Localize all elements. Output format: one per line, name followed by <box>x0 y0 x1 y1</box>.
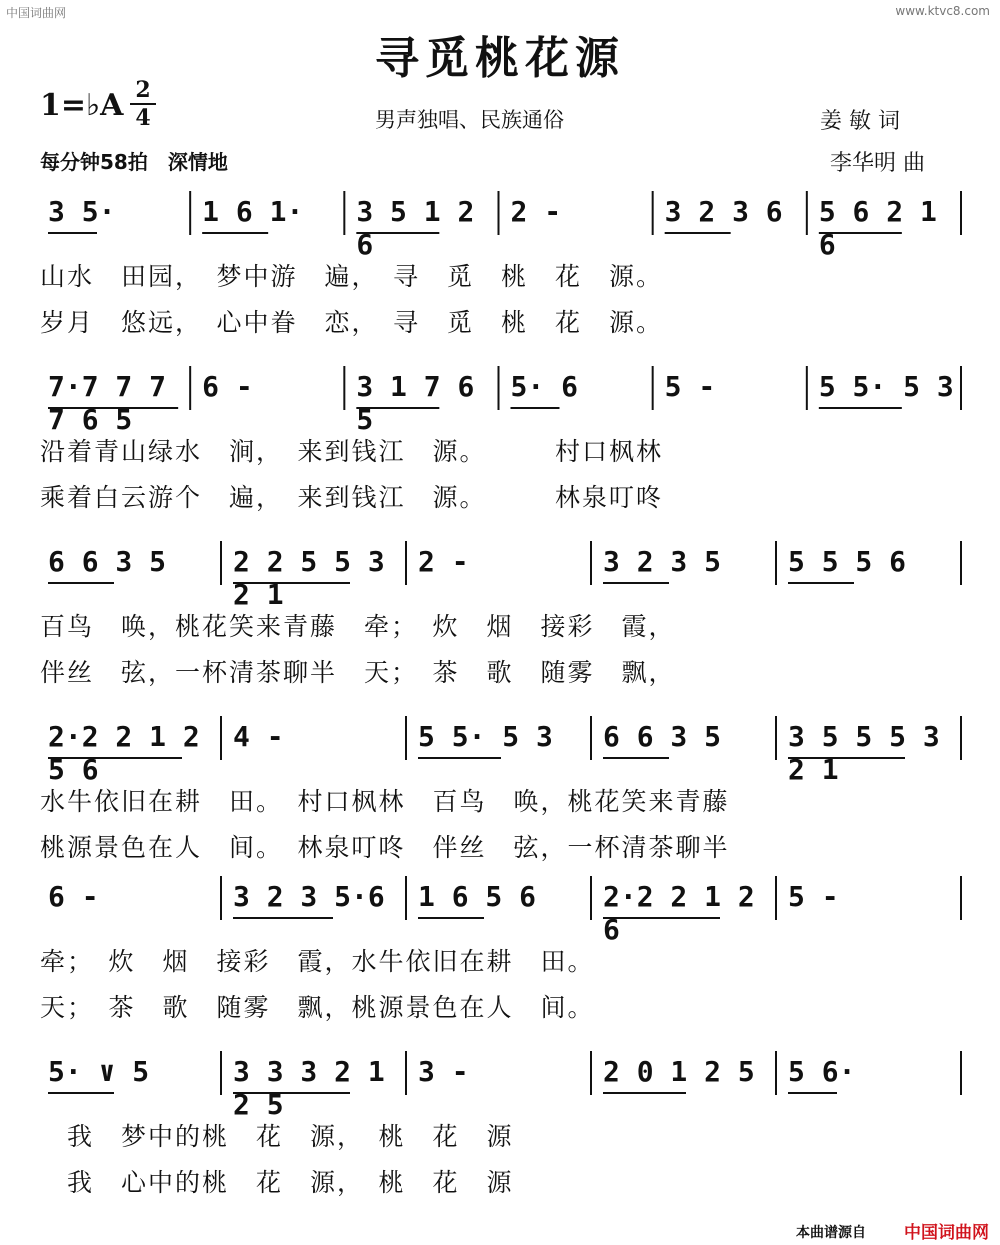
barlines <box>0 710 1000 776</box>
measure: 5· ∨ 5 <box>48 1055 150 1088</box>
time-signature <box>130 78 156 130</box>
footer-brand: 中国词曲网 <box>904 1223 989 1243</box>
measure: 5 6 2 1 6 <box>818 195 937 261</box>
lyrics-verse-2: 伴丝 弦，一杯清茶聊半 天； 茶 歌 随雾 飘， <box>40 658 676 687</box>
measure: 3 3 3 2 1 2 5 <box>233 1055 385 1121</box>
barlines <box>0 535 1000 601</box>
notation-line <box>0 185 1000 261</box>
lyrics-verse-2: 岁月 悠远， 心中眷 恋， 寻 觅 桃 花 源。 <box>40 308 664 337</box>
footer-label: 本曲谱源自 <box>796 1225 866 1241</box>
lyrics-verse-1: 牵； 炊 烟 接彩 霞，水牛依旧在耕 田。 <box>40 947 595 976</box>
measure: 5 5· 5 3 <box>818 370 954 403</box>
barlines <box>0 185 1000 251</box>
notation-system <box>0 360 1000 532</box>
measure: 1 6 1· <box>202 195 304 228</box>
measure: 1 6 5 6 <box>418 880 537 913</box>
key-signature: 1=♭A <box>40 88 124 123</box>
notation-system <box>0 710 1000 882</box>
watermark-left: 中国词曲网 <box>6 6 67 20</box>
measure: 6 6 3 5 <box>603 720 722 753</box>
notation-system <box>0 870 1000 1042</box>
measure: 2 0 1 2 5 <box>603 1055 755 1088</box>
time-signature-bottom: 4 <box>135 105 151 131</box>
measure: 3 1 7 6 5 <box>356 370 475 436</box>
measure: 3 2 3 6 <box>664 195 783 228</box>
time-signature-top: 2 <box>135 77 151 103</box>
measure: 3 5· <box>48 195 116 228</box>
barlines <box>0 360 1000 426</box>
tempo-marking: 每分钟58拍 深情地 <box>40 150 228 174</box>
lyrics-verse-1: 山水 田园， 梦中游 遍， 寻 觅 桃 花 源。 <box>40 262 664 291</box>
notation-line <box>0 1045 1000 1121</box>
measure: 3 - <box>418 1055 469 1088</box>
notation-line <box>0 535 1000 611</box>
lyrics-verse-2: 天； 茶 歌 随雾 飘，桃源景色在人 间。 <box>40 993 595 1022</box>
measure: 6 - <box>202 370 253 403</box>
measure: 5 5 5 6 <box>788 545 907 578</box>
lyrics-verse-1: 我 梦中的桃 花 源， 桃 花 源 <box>40 1122 514 1151</box>
watermark-right: www.ktvc8.com <box>895 4 990 18</box>
measure: 2·2 2 1 2 6 <box>603 880 755 946</box>
notation-line <box>0 710 1000 786</box>
lyrics-verse-1: 沿着青山绿水 涧， 来到钱江 源。 村口枫林 <box>40 437 664 466</box>
lyrics-verse-2: 我 心中的桃 花 源， 桃 花 源 <box>40 1168 514 1197</box>
measure: 3 2 3 5·6 <box>233 880 385 913</box>
measure: 2 - <box>418 545 469 578</box>
lyrics-verse-2: 乘着白云游个 遍， 来到钱江 源。 林泉叮咚 <box>40 483 664 512</box>
notation-line <box>0 360 1000 436</box>
notation-system <box>0 535 1000 707</box>
measure: 5 6· <box>788 1055 856 1088</box>
notation-line <box>0 870 1000 946</box>
measure: 2 2 5 5 3 2 1 <box>233 545 385 611</box>
measure: 3 5 5 5 3 2 1 <box>788 720 940 786</box>
notation-system <box>0 1045 1000 1217</box>
performance-style: 男声独唱、民族通俗 <box>375 108 564 132</box>
barlines <box>0 1045 1000 1111</box>
measure: 2 - <box>510 195 562 228</box>
measure: 2·2 2 1 2 5 6 <box>48 720 200 786</box>
measure: 5· 6 <box>510 370 578 403</box>
lyrics-verse-1: 百鸟 唤，桃花笑来青藤 牵； 炊 烟 接彩 霞， <box>40 612 676 641</box>
measure: 6 - <box>48 880 99 913</box>
lyrics-verse-1: 水牛依旧在耕 田。 村口枫林 百鸟 唤，桃花笑来青藤 <box>40 787 730 816</box>
measure: 6 6 3 5 <box>48 545 167 578</box>
measure: 5 5· 5 3 <box>418 720 553 753</box>
composer: 李华明 曲 <box>830 151 925 176</box>
lyrics-verse-2: 桃源景色在人 间。 林泉叮咚 伴丝 弦，一杯清茶聊半 <box>40 833 730 862</box>
song-title: 寻觅桃花源 <box>375 33 625 84</box>
measure: 5 - <box>788 880 839 913</box>
measure: 7·7 7 7 7 6 5 <box>48 370 167 436</box>
measure: 3 2 3 5 <box>603 545 722 578</box>
barlines <box>0 870 1000 936</box>
measure: 3 5 1 2 6 <box>356 195 475 261</box>
measure: 4 - <box>233 720 284 753</box>
lyricist: 姜 敏 词 <box>820 109 900 134</box>
measure: 5 - <box>664 370 716 403</box>
notation-system <box>0 185 1000 357</box>
